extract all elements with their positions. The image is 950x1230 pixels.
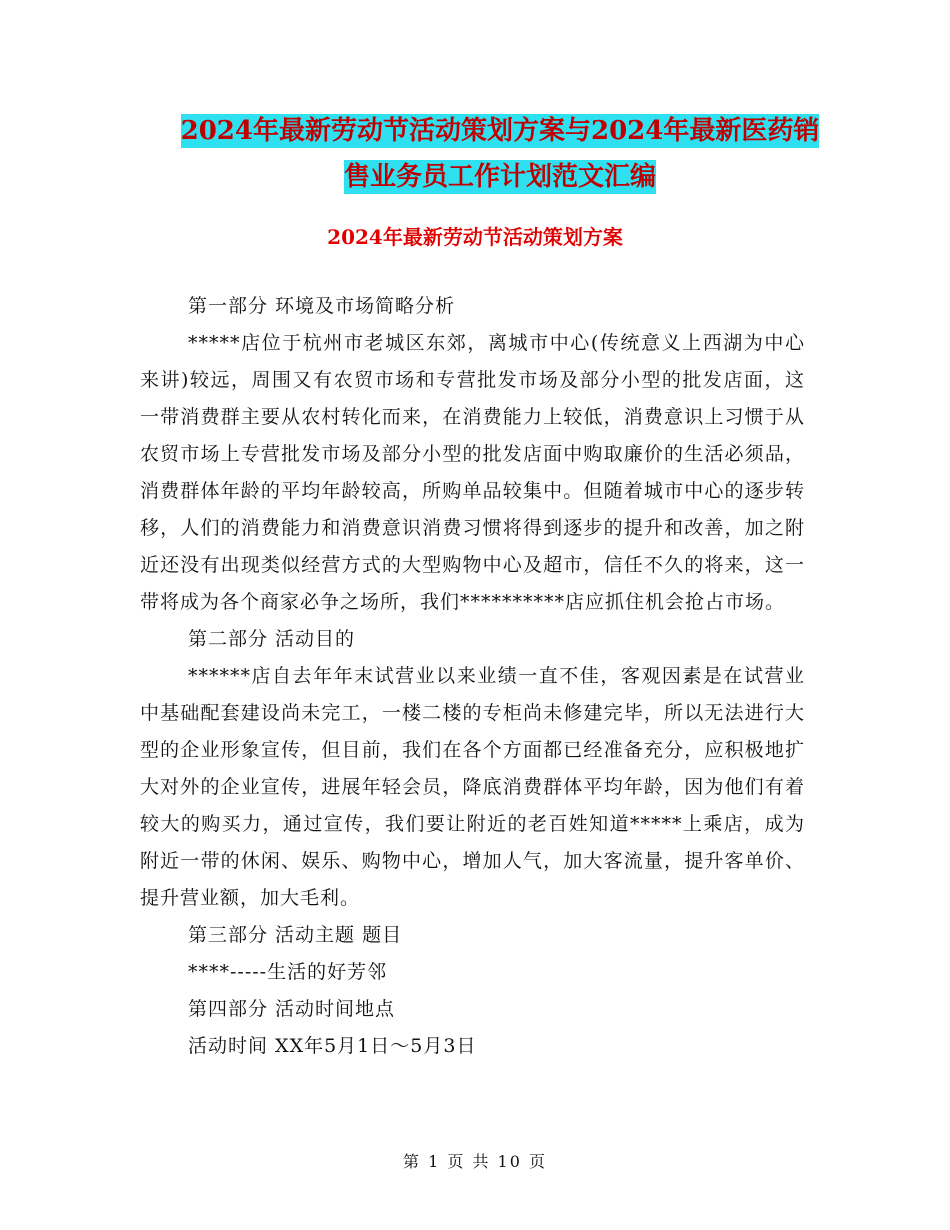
heading-part-1: 第一部分 环境及市场简略分析 [188,295,456,317]
paragraph-market-analysis: *****店位于杭州市老城区东郊，离城市中心(传统意义上西湖为中心来讲)较远，周围又有农贸市场和专营批发市场及部分小型的批发店面，这一带消费群主要从农村转化而来，在消费能力上较低，消费意识上习惯于从农贸市场上专营批发市场及部分小型的批发店面中购取廉价的生活必须品，消费群体年龄的平均年龄较高，所购单品较集中。但随着城市中心的逐步转移，人们的消费能力和消费意识消费习惯将得到逐步的提升和改善，加之附近还没有出现类似经营方式的大型购物中心及超市，信任不久的将来，这一带将成为各个商家必争之场所，我们**********店应抓住机会抢占市场。 [140,332,805,613]
document-title [140,108,860,200]
paragraph-activity-purpose: ******店自去年年末试营业以来业绩一直不佳，客观因素是在试营业中基础配套建设尚未完工，一楼二楼的专柜尚未修建完毕，所以无法进行大型的企业形象宣传，但目前，我们在各个方面都已经准备充分，应积极地扩大对外的企业宣传，进展年轻会员，降底消费群体平均年龄，因为他们有着较大的购买力，通过宣传，我们要让附近的老百姓知道*****上乘店，成为附近一带的休闲、娱乐、购物中心，增加人气，加大客流量，提升客单价、提升营业额，加大毛利。 [140,665,805,909]
heading-part-3: 第三部分 活动主题 题目 [188,924,403,946]
section-title: 2024年最新劳动节活动策划方案 [327,225,623,249]
heading-part-2: 第二部分 活动目的 [188,628,356,650]
document-body [140,288,805,1065]
document-title-line-1: 2024年最新劳动节活动策划方案与2024年最新医药销 [180,116,820,146]
heading-part-4: 第四部分 活动时间地点 [188,998,396,1020]
page-footer: 第 1 页 共 10 页 [403,1152,547,1171]
paragraph-activity-theme: ****-----生活的好芳邻 [188,961,388,983]
paragraph-activity-time: 活动时间 XX年5月1日～5月3日 [188,1035,477,1057]
document-title-line-2: 售业务员工作计划范文汇编 [343,162,656,192]
